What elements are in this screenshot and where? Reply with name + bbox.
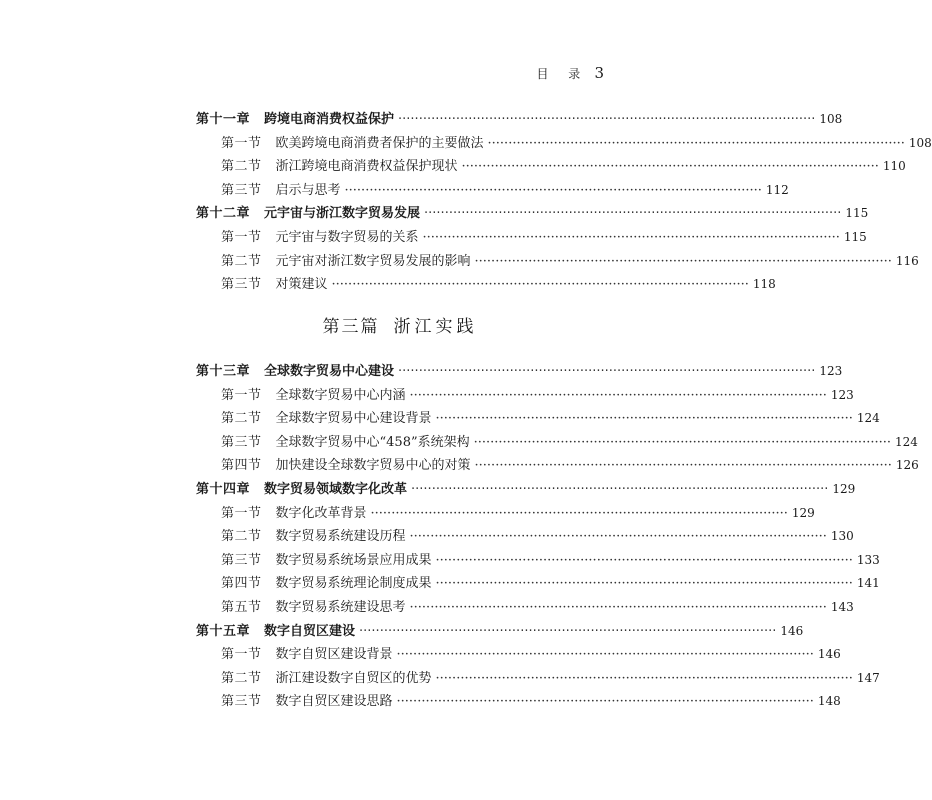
page-number: 133 [856,552,880,567]
toc-section-entry[interactable] [196,525,854,549]
toc-section-entry[interactable] [196,250,919,274]
page-number: 146 [780,623,804,638]
toc-chapter-entry[interactable] [196,620,804,644]
page-number: 112 [765,182,789,197]
section-title: 数字贸易系统场景应用成果 [275,552,432,568]
section-number: 第一节 [221,135,262,151]
chapter-title: 数字贸易领域数字化改革 [264,481,408,497]
page-number: 147 [856,670,880,685]
toc-chapter-entry[interactable] [196,478,856,502]
page-number: 115 [845,206,869,221]
page-number: 115 [843,229,867,244]
leader-dots: ····································································································· [474,253,892,269]
leader-dots: ····································································································· [396,694,814,710]
page-number: 146 [817,647,841,662]
toc-section-entry[interactable] [196,572,880,596]
page-number: 108 [819,112,843,126]
leader-dots: ····································································································· [461,159,879,175]
leader-dots: ····································································································· [422,229,840,245]
section-title: 浙江建设数字自贸区的优势 [275,670,432,686]
leader-dots: ····································································································· [398,364,816,379]
toc-section-entry[interactable] [196,502,815,526]
section-title: 对策建议 [275,277,328,293]
page-number: 118 [752,277,776,292]
toc-section-entry[interactable] [196,273,776,297]
toc-section-entry[interactable] [196,431,918,455]
section-number: 第五节 [221,599,262,615]
part-heading [0,312,800,337]
running-header [536,64,604,82]
leader-dots: ····································································································· [424,206,842,222]
section-title: 浙江跨境电商消费权益保护现状 [275,159,458,175]
page-number: 108 [908,135,932,150]
chapter-number: 第十四章 [196,481,251,497]
toc-section-entry[interactable] [196,155,906,179]
page-number: 124 [856,411,880,426]
section-number: 第三节 [221,277,262,293]
leader-dots: ····································································································· [370,505,788,521]
leader-dots: ····································································································· [435,670,853,686]
toc-section-entry[interactable] [196,226,867,250]
leader-dots: ····································································································· [409,529,827,545]
leader-dots: ····································································································· [359,623,777,639]
page-number: 129 [832,481,856,496]
toc-chapter-entry[interactable] [196,108,843,132]
toc-section-entry[interactable] [196,407,880,431]
section-title: 欧美跨境电商消费者保护的主要做法 [275,135,484,151]
section-number: 第一节 [221,505,262,521]
section-number: 第二节 [221,253,262,269]
leader-dots: ····································································································· [435,552,853,568]
leader-dots: ····································································································· [474,458,892,474]
section-title: 数字化改革背景 [275,505,367,521]
leader-dots: ····································································································· [344,182,762,198]
leader-dots: ····································································································· [396,647,814,663]
section-title: 数字自贸区建设背景 [275,647,393,663]
leader-dots: ····································································································· [435,411,853,427]
leader-dots: ····································································································· [473,434,891,450]
section-title: 全球数字贸易中心建设背景 [275,411,432,427]
leader-dots: ····································································································· [409,387,827,403]
section-number: 第三节 [221,694,262,710]
leader-dots: ····································································································· [487,135,905,151]
section-title: 全球数字贸易中心“458”系统架构 [275,434,470,450]
chapter-title: 元宇宙与浙江数字贸易发展 [264,206,421,222]
section-title: 加快建设全球数字贸易中心的对策 [275,458,471,474]
page-number: 126 [895,458,919,473]
toc-section-entry[interactable] [196,384,854,408]
page-number: 124 [895,434,918,449]
leader-dots: ····································································································· [435,576,853,592]
toc-section-entry[interactable] [196,132,932,156]
toc-block-2 [196,360,919,714]
page-number: 141 [856,576,880,591]
toc-block-1 [196,108,932,297]
page-number: 130 [830,529,854,544]
section-number: 第三节 [221,552,262,568]
section-number: 第四节 [221,458,262,474]
section-title: 数字贸易系统理论制度成果 [275,576,432,592]
toc-section-entry[interactable] [196,596,854,620]
toc-section-entry[interactable] [196,643,841,667]
leader-dots: ····································································································· [411,481,829,497]
toc-chapter-entry[interactable] [196,360,843,384]
section-title: 全球数字贸易中心内涵 [275,387,406,403]
chapter-title: 全球数字贸易中心建设 [264,364,395,379]
page-number: 129 [791,505,815,520]
toc-section-entry[interactable] [196,179,789,203]
section-number: 第一节 [221,387,262,403]
section-title: 元宇宙与数字贸易的关系 [275,229,419,245]
toc-section-entry[interactable] [196,454,919,478]
section-number: 第三节 [221,182,262,198]
chapter-number: 第十二章 [196,206,251,222]
toc-section-entry[interactable] [196,690,841,714]
section-number: 第二节 [221,529,262,545]
chapter-number: 第十五章 [196,623,251,639]
header-page-number: 3 [594,64,604,82]
toc-chapter-entry[interactable] [196,202,869,226]
page-number: 123 [819,364,843,378]
chapter-number: 第十三章 [196,364,251,379]
toc-section-entry[interactable] [196,549,880,573]
page-number: 123 [830,387,854,402]
section-number: 第一节 [221,647,262,663]
toc-section-entry[interactable] [196,667,880,691]
page-number: 148 [817,694,841,709]
leader-dots: ····································································································· [331,277,749,293]
page-number: 110 [882,159,906,174]
section-number: 第二节 [221,411,262,427]
header-label: 目 录 [536,67,589,81]
section-title: 数字贸易系统建设历程 [275,529,406,545]
page-number: 143 [830,599,854,614]
chapter-title: 数字自贸区建设 [264,623,356,639]
page-number: 116 [895,253,919,268]
section-title: 启示与思考 [275,182,341,198]
chapter-title: 跨境电商消费权益保护 [264,112,395,127]
chapter-number: 第十一章 [196,112,251,127]
section-number: 第二节 [221,670,262,686]
section-number: 第四节 [221,576,262,592]
part-title: 浙江实践 [393,317,478,337]
part-number: 第三篇 [322,317,380,337]
section-number: 第二节 [221,159,262,175]
section-number: 第一节 [221,229,262,245]
section-title: 数字自贸区建设思路 [275,694,393,710]
section-title: 元宇宙对浙江数字贸易发展的影响 [275,253,471,269]
leader-dots: ····································································································· [398,112,816,127]
leader-dots: ····································································································· [409,599,827,615]
section-number: 第三节 [221,434,262,450]
section-title: 数字贸易系统建设思考 [275,599,406,615]
